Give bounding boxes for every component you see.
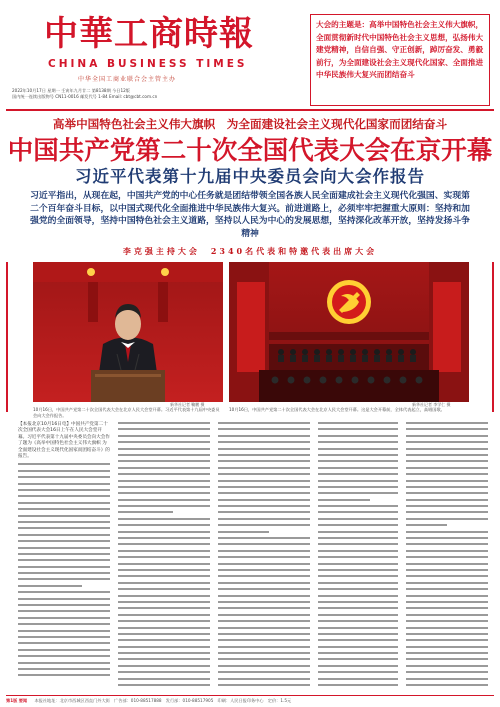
left-accent-rule — [6, 262, 8, 412]
body-text-lines — [118, 422, 210, 686]
hall-photo — [229, 262, 469, 402]
speaker-photo — [33, 262, 223, 402]
theme-banner: 大会的主题是：高举中国特色社会主义伟大旗帜，全面贯彻新时代中国特色社会主义思想，弘扬伟大建党精神，自信自强、守正创新，踔厉奋发、勇毅前行，为全面建设社会主义现代化国家、全面推进中华民族伟大复兴而团结奋斗 — [310, 14, 490, 106]
headline-main: 中国共产党第二十次全国代表大会在京开幕 — [7, 136, 493, 166]
page-footer — [6, 695, 494, 706]
masthead — [8, 6, 308, 106]
newspaper-english-title: CHINA BUSINESS TIMES — [48, 58, 248, 70]
body-column-1 — [18, 422, 110, 694]
left-photo-credit: 新华社记者 鞠鹏 摄 — [170, 402, 205, 407]
right-photo-credit: 新华社记者 李学仁 摄 — [412, 402, 451, 407]
headline-summary: 习近平指出，从现在起，中国共产党的中心任务就是团结带领全国各族人民全面建成社会主义现代化强国、实现第二个百年奋斗目标，以中国式现代化全面推进中华民族伟大复兴。前进道路上，必须牢牢把握重大原则：坚持和加强党的全面领导，坚持中国特色社会主义道路，坚持以人民为中心的发展思想，坚持深化改革开放，坚持发扬斗争精神 — [30, 191, 470, 239]
issue-info-line1: 2022年10月17日 星期一 壬寅年九月廿二 第8138期 今日12版 — [12, 88, 130, 93]
right-photo-caption: 10月16日，中国共产党第二十次全国代表大会在北京人民大会堂开幕。这是大会开幕前，全体代表起立，高唱国歌。 — [229, 407, 445, 412]
newspaper-subtitle: 中华全国工商业联合会主管主办 — [78, 76, 177, 83]
body-text-lines — [218, 422, 310, 686]
body-text-lines — [318, 422, 398, 686]
emblem-icon — [327, 280, 371, 324]
body-column-5 — [406, 422, 488, 694]
body-lead: 【本报北京10月16日电】中国共产党第二十次全国代表大会16日上午在人民大会堂开幕。习近平代表第十九届中央委员会向大会作了题为《高举中国特色社会主义伟大旗帜 为全面建设社会主义现代化国家而团结奋斗》的报告。 — [18, 422, 110, 460]
speaker-photo-image — [33, 262, 223, 402]
hall-photo-image — [229, 262, 469, 402]
issue-info — [12, 88, 312, 100]
issue-info-line2: 国内统一连续出版物号 CN11-0016 邮发代号 1-84 Email: cbt@cbt.com.cn — [12, 94, 158, 99]
header-divider — [6, 109, 494, 111]
body-column-4 — [318, 422, 398, 694]
footer-info: 本报社地址：北京市西城区西直门外大街 广告部：010-88517888 发行部：010-88517905 印刷：人民日报印务中心 定价：1.5元 — [34, 698, 292, 703]
body-text-lines — [406, 422, 488, 686]
headline-sub: 习近平代表第十九届中央委员会向大会作报告 — [75, 167, 425, 186]
body-column-3 — [218, 422, 310, 694]
page-label: 第1版 要闻 — [6, 698, 28, 703]
headline-presidium: 李克强主持大会 2340名代表和特邀代表出席大会 — [122, 246, 378, 256]
left-photo-caption: 10月16日，中国共产党第二十次全国代表大会在北京人民大会堂开幕。习近平代表第十九届中央委员会向大会作报告。 — [33, 407, 220, 418]
right-accent-rule — [492, 262, 494, 412]
body-column-2 — [118, 422, 210, 694]
body-text-lines — [18, 463, 110, 676]
headline-pre: 高举中国特色社会主义伟大旗帜 为全面建设社会主义现代化国家而团结奋斗 — [52, 117, 448, 131]
newspaper-title: 中華工商時報 — [44, 14, 254, 54]
